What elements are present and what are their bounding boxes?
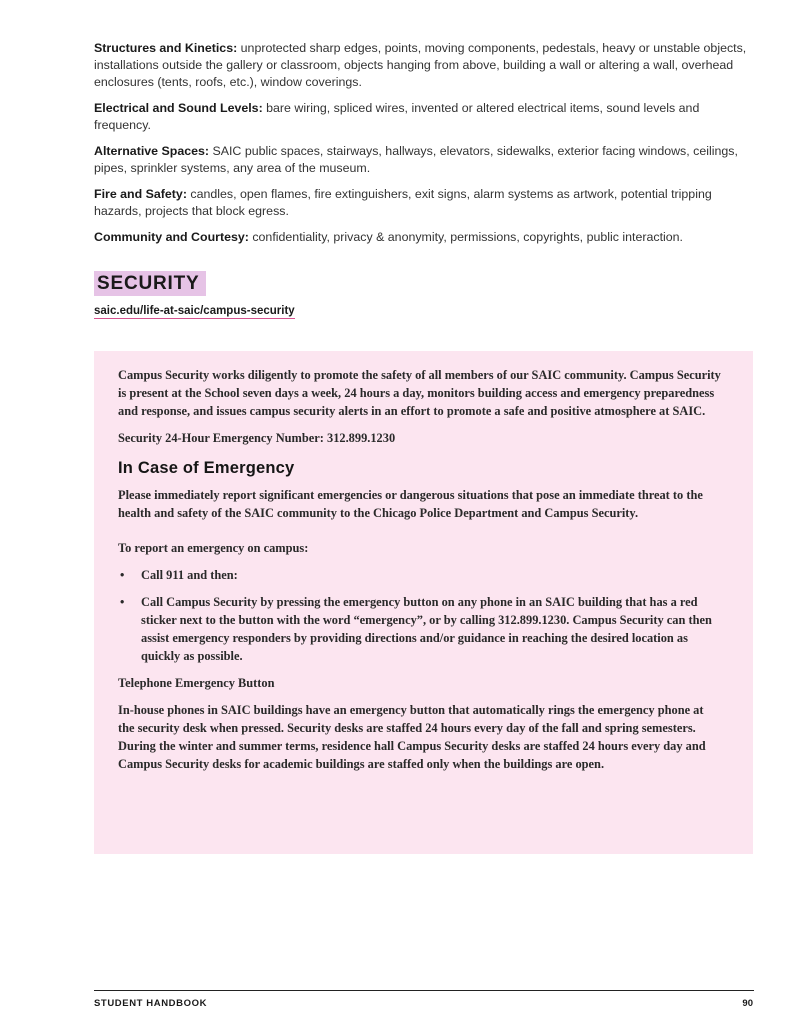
button-paragraph: In-house phones in SAIC buildings have an emergency button that automatically rings the emergency phone at the security desk when pressed. Security desks are staffed 24 hours every day of the fall and spring semesters. During the winter and summer terms, residence hall Campus Security desks are staffed 24 hours every day and Campus Security desks for academic buildings are staffed only when the buildings are open. (118, 703, 706, 771)
list-item: • Call Campus Security by pressing the emergency button on any phone in an SAIC building that has a red sticker next to the button with the word “emergency”, or by calling 312.899.1230. Campus Security can then assist emergency responders by providing directions and/or guidance in reaching the desired location as quickly as possible. (118, 593, 723, 665)
emergency-heading: In Case of Emergency (118, 459, 295, 477)
page-number: 90 (742, 998, 753, 1009)
list-item: • Call 911 and then: (118, 566, 723, 584)
security-heading-wrap (94, 255, 754, 296)
hazard-structures: Structures and Kinetics: unprotected sharp edges, points, moving components, pedestals, heavy or unstable objects, installations outside the gallery or classroom, objects hanging from above, building a wall or altering a wall, overhead enclosures (tents, roofs, etc.), window coverings. (94, 41, 747, 89)
footer-divider (94, 990, 754, 991)
hazard-alternative-spaces: Alternative Spaces: SAIC public spaces, stairways, hallways, elevators, sidewalks, exterior facing windows, ceilings, pipes, sprinkler systems, any area of the museum. (94, 144, 738, 175)
button-heading: Telephone Emergency Button (118, 676, 275, 690)
hazard-fire-safety: Fire and Safety: candles, open flames, fire extinguishers, exit signs, alarm systems as artwork, potential tripping hazards, projects that block egress. (94, 187, 712, 218)
footer-title: STUDENT HANDBOOK (94, 998, 208, 1009)
report-lead: To report an emergency on campus: (118, 541, 309, 555)
hazard-community: Community and Courtesy: confidentiality, privacy & anonymity, permissions, copyrights, public interaction. (94, 230, 683, 244)
hazard-electrical: Electrical and Sound Levels: bare wiring, spliced wires, invented or altered electrical items, sound levels and frequency. (94, 101, 700, 132)
emergency-steps (118, 566, 723, 665)
report-paragraph: Please immediately report significant emergencies or dangerous situations that pose an immediate threat to the health and safety of the SAIC community to the Chicago Police Department and Campus Security. (118, 488, 703, 520)
security-link[interactable]: saic.edu/life-at-saic/campus-security (94, 305, 295, 317)
security-info-box (94, 351, 753, 854)
security-intro: Campus Security works diligently to promote the safety of all members of our SAIC community. Campus Security is present at the School seven days a week, 24 hours a day, monitors building access and emergency preparedness and response, and issues campus security alerts in an effort to promote a safe and positive atmosphere at SAIC. (118, 368, 721, 418)
section-title: SECURITY (94, 271, 206, 296)
emergency-number: Security 24-Hour Emergency Number: 312.899.1230 (118, 431, 396, 445)
main-content (94, 40, 754, 319)
